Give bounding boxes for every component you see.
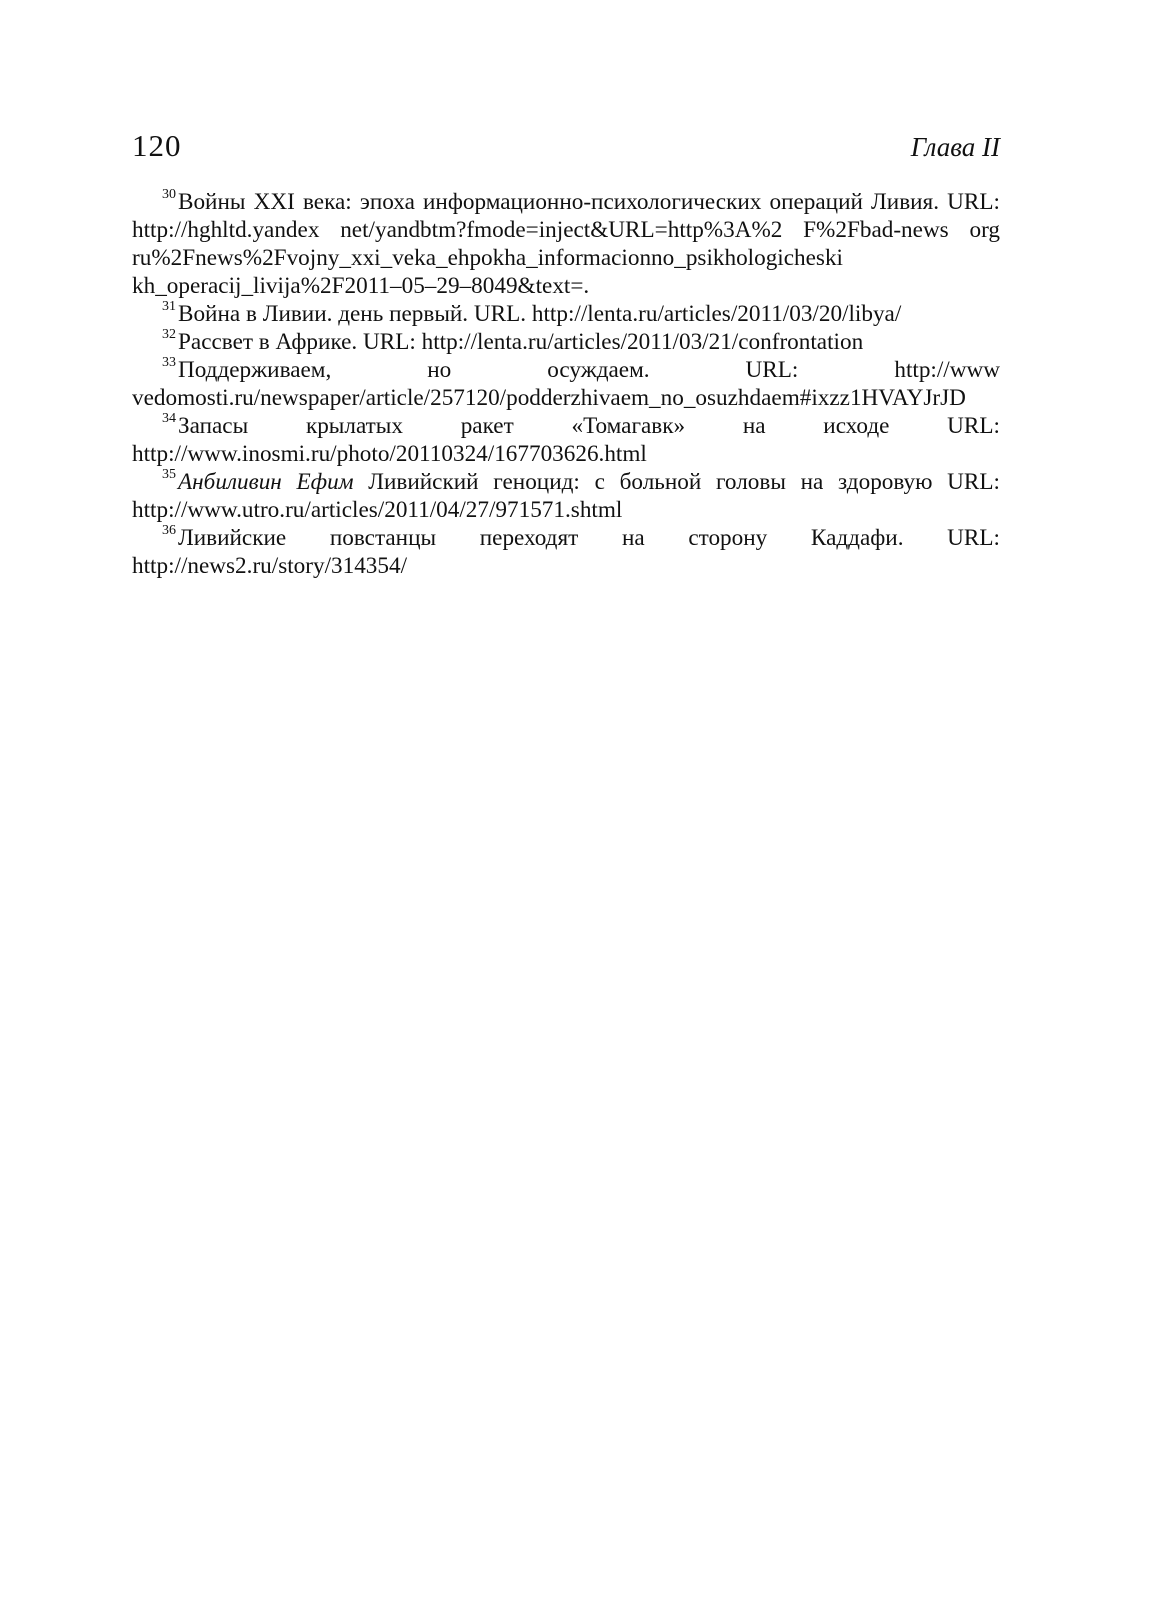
footnote-number: 31 <box>162 299 176 315</box>
footnote-text: Поддерживаем, но осуждаем. URL: http://www vedomosti.ru/newspaper/article/257120/podderzhivaem_no_osuzhdaem#ixzz1HVAYJrJD <box>132 357 1000 411</box>
footnote-text: Рассвет в Африке. URL: http://lenta.ru/articles/2011/03/21/confrontation <box>178 329 864 355</box>
footnote <box>132 468 1000 524</box>
footnote-number: 30 <box>162 187 176 203</box>
footnote-text: Ливийский геноцид: с больной головы на здоровую URL: http://www.utro.ru/articles/2011/04/27/971571.shtml <box>132 469 1000 523</box>
footnote <box>132 328 1000 356</box>
footnote-author: Анбиливин Ефим <box>178 469 354 495</box>
page-header <box>132 128 1000 186</box>
page-number: 120 <box>132 128 182 163</box>
chapter-title: Глава II <box>910 132 1000 162</box>
footnote <box>132 300 1000 328</box>
footnote-text: Запасы крылатых ракет «Томагавк» на исходе URL: http://www.inosmi.ru/photo/20110324/167703626.html <box>132 413 1000 467</box>
footnote <box>132 356 1000 412</box>
footnote-number: 34 <box>162 411 176 427</box>
page <box>132 128 1000 580</box>
footnote-text: Война в Ливии. день первый. URL. http://lenta.ru/articles/2011/03/20/libya/ <box>178 301 902 327</box>
footnote <box>132 188 1000 300</box>
footnote-number: 36 <box>162 523 176 539</box>
footnote <box>132 524 1000 580</box>
footnotes <box>132 188 1000 580</box>
footnote-number: 32 <box>162 327 176 343</box>
footnote <box>132 412 1000 468</box>
footnote-text: Ливийские повстанцы переходят на сторону Каддафи. URL: http://news2.ru/story/314354/ <box>132 525 1000 579</box>
footnote-number: 35 <box>162 467 176 483</box>
footnote-number: 33 <box>162 355 176 371</box>
footnote-text: Войны XXI века: эпоха информационно-психологических операций Ливия. URL: http://hghltd.yandex net/yandbtm?fmode=inject&URL=http%3A%2 F%2Fbad-news org ru%2Fnews%2Fvojny_xxi_veka_ehpokha_informacionno_psikhologicheski kh_operacij_livija%2F2011–05–29–8049&text=. <box>132 189 1000 299</box>
